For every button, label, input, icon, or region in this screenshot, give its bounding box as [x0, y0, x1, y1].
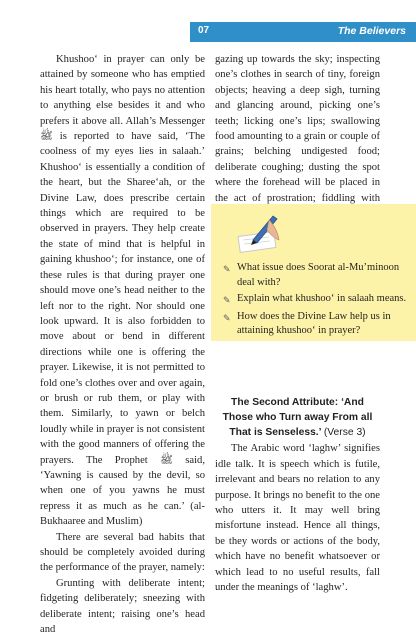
left-column: [40, 52, 205, 637]
body-paragraph: There are several bad habits that should be completely avoided during the performance of the prayer, namely:: [40, 531, 205, 574]
pencil-bullet-icon: ✎: [223, 264, 231, 274]
body-paragraph: Grunting with deliberate intent; fidgeting deliberately; sneezing with deliberate intent; raising one’s head and: [40, 577, 205, 636]
list-item: ✎ How does the Divine Law help us in attaining khushoo‘ in prayer?: [223, 310, 409, 339]
exercise-box: [211, 204, 416, 341]
pencil-bullet-icon: ✎: [223, 295, 231, 305]
second-attribute-section: [215, 396, 380, 595]
pen-writing-icon: [233, 210, 283, 254]
section-heading: The Second Attribute: ‘And Those who Turn away From all That is Senseless.’ (Verse 3): [222, 397, 373, 438]
body-paragraph: Khushoo‘ in prayer can only be attained by someone who has emptied his heart totally, who pays no attention to anything else besides it and who prefers it above all. Allah’s Messenger ﷺ is reported to have said, ‘The coolness of my eyes lies in salaah.’ Khushoo‘ is essentially a condition of the heart, but the Sharee‘ah, or the Divine Law, does prescribe certain things which are required to be observed in prayers. They help create the state of mind that is helpful in gaining khushoo‘; for instance, one of these rules is that during prayer one should move one’s head neither to the left nor to the right. Nor should one look upward. It is also forbidden to move about or bend in different directions while one is offering the prayer. Likewise, it is not permitted to fold one’s clothes over and over again, or brush or rub them, or play with them. Similarly, to yawn or belch loudly while in prayer is not consistent with the good manners of offering the prayers. The Prophet ﷺ said, ‘Yawning is caused by the devil, so when one of you yawns he must repress it as much as he can.’ (al-Bukhaaree and Muslim): [40, 54, 205, 528]
list-item: ✎ Explain what khushoo‘ in salaah means.: [223, 292, 409, 308]
body-paragraph: gazing up towards the sky; inspecting one’s clothes in search of tiny, foreign objects; heaving a deep sigh, turning and glancing around, picking one’s teeth; licking one’s lips; swallowing food amounting to a grain or couple of grains; belching undigested food; deliberate coughing; dusting the spot where the forehead will be placed in the act of prostration; fiddling with: [215, 54, 380, 204]
right-column-top: [215, 52, 380, 221]
pencil-bullet-icon: ✎: [223, 312, 231, 323]
chapter-title: The Believers: [337, 25, 406, 37]
page-header-band: [190, 22, 416, 42]
body-paragraph: The Arabic word ‘laghw’ signifies idle talk. It is speech which is futile, irrelevant and bears no relation to any purpose. It brings no benefit to the one who utters it. It may well bring misfortune instead. Hence all things, be they words or actions of the body, which have no benefit whatsoever or which lead to no useful results, fall under the meanings of ‘laghw’.: [215, 443, 380, 594]
question-list: [223, 261, 409, 341]
page-number: 07: [198, 25, 210, 36]
list-item: ✎ What issue does Soorat al-Mu’minoon deal with?: [223, 261, 409, 290]
